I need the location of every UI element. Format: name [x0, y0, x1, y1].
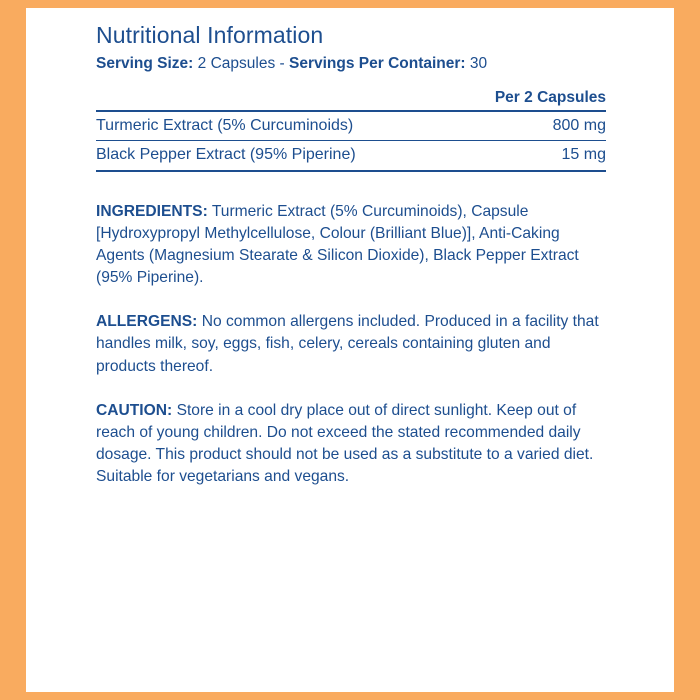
- page-title: Nutritional Information: [96, 22, 324, 48]
- ingredient-amount: 800 mg: [519, 111, 606, 141]
- table-row: [96, 141, 606, 171]
- label-content: [96, 22, 606, 504]
- table-bottom-rule: [96, 171, 606, 179]
- serving-info: [96, 54, 606, 75]
- servings-per-container-value: 30: [469, 54, 488, 72]
- serving-separator: -: [279, 54, 285, 72]
- serving-size-label: Serving Size:: [96, 54, 194, 72]
- column-header-per-serving: Per 2 Capsules: [494, 88, 606, 106]
- caution-heading: CAUTION:: [96, 401, 173, 419]
- ingredients-body: Turmeric Extract (5% Curcuminoids), Capsule [Hydroxypropyl Methylcellulose, Colour (Brilliant Blue)], Anti-Caking Agents (Magnesium Stearate & Silicon Dioxide), Black Pepper Extract (95% Piperine).: [96, 202, 579, 287]
- caution-section: [96, 400, 606, 489]
- nutrition-table: [96, 110, 606, 179]
- ingredients-section: [96, 201, 606, 290]
- allergens-body: No common allergens included. Produced in a facility that handles milk, soy, eggs, fish, celery, cereals containing gluten and products thereof.: [96, 313, 599, 375]
- table-row: [96, 111, 606, 141]
- ingredient-amount: 15 mg: [519, 141, 606, 171]
- ingredient-name: Black Pepper Extract (95% Piperine): [96, 141, 519, 171]
- ingredient-name: Turmeric Extract (5% Curcuminoids): [96, 111, 519, 141]
- label-panel: [26, 8, 674, 692]
- caution-body: Store in a cool dry place out of direct sunlight. Keep out of reach of young children. Do not exceed the stated recommended daily dosage. This product should not be used as a substitute to a varied diet. Suitable for vegetarians and vegans.: [96, 401, 594, 486]
- allergens-heading: ALLERGENS:: [96, 313, 198, 331]
- ingredients-heading: INGREDIENTS:: [96, 202, 208, 220]
- serving-size-value: 2 Capsules: [197, 54, 276, 72]
- servings-per-container-label: Servings Per Container:: [289, 54, 466, 72]
- allergens-section: [96, 311, 606, 377]
